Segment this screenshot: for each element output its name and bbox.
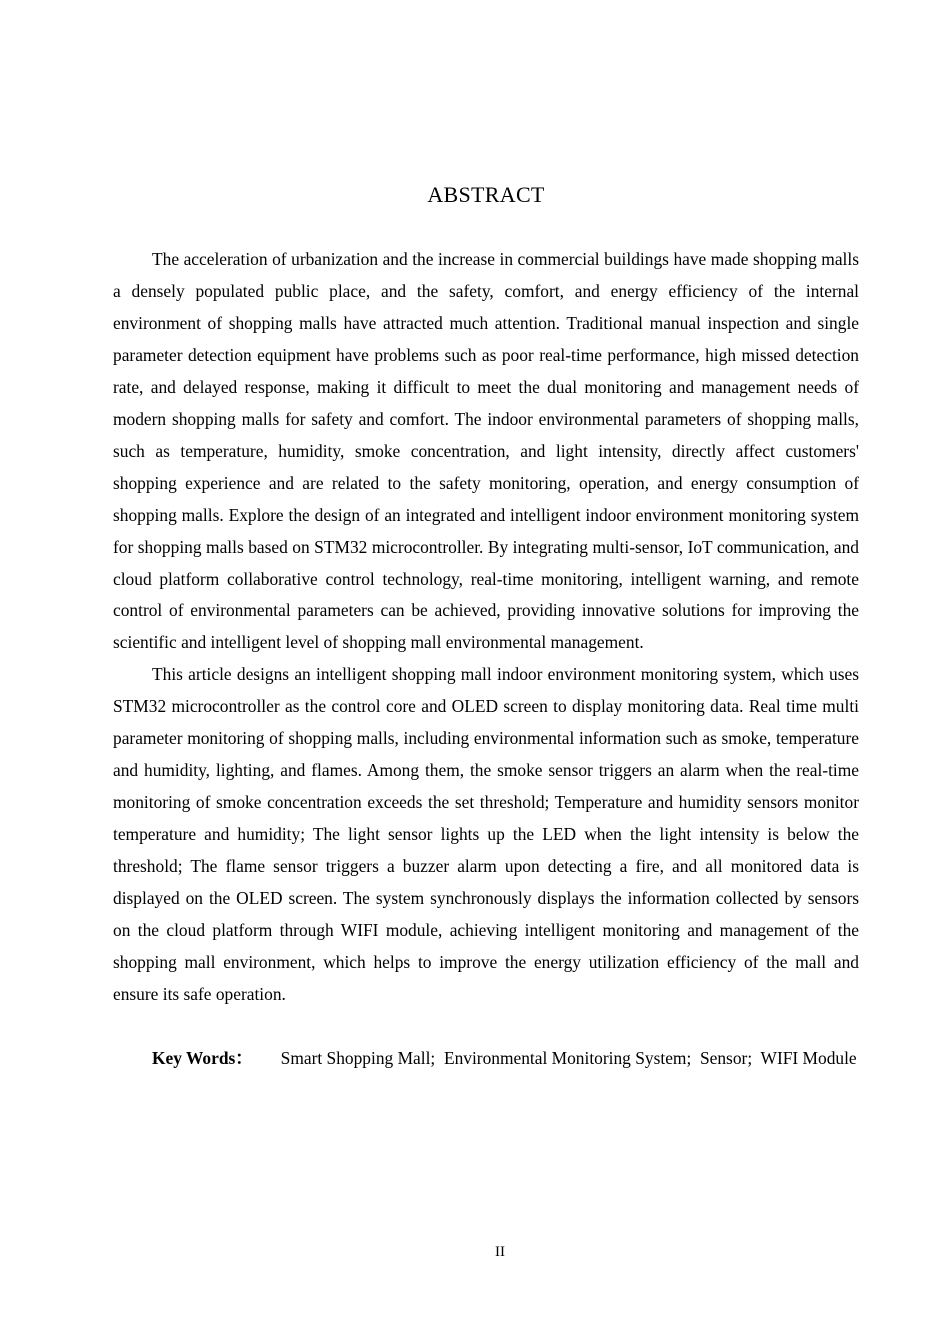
- keywords-label: Key Words：: [152, 1047, 253, 1068]
- abstract-paragraph-1: The acceleration of urbanization and the increase in commercial buildings have made shopping malls a densely populated public place, and the safety, comfort, and energy efficiency of the internal environment of shopping malls have attracted much attention. Traditional manual inspection and single parameter detection equipment have problems such as poor real-time performance, high missed detection rate, and delayed response, making it difficult to meet the dual monitoring and management needs of modern shopping malls for safety and comfort. The indoor environmental parameters of shopping malls, such as temperature, humidity, smoke concentration, and light intensity, directly affect customers' shopping experience and are related to the safety monitoring, operation, and energy consumption of shopping malls. Explore the design of an integrated and intelligent indoor environment monitoring system for shopping malls based on STM32 microcontroller. By integrating multi-sensor, IoT communication, and cloud platform collaborative control technology, real-time monitoring, intelligent warning, and remote control of environmental parameters can be achieved, providing innovative solutions for improving the scientific and intelligent level of shopping mall environmental management.: [113, 249, 859, 653]
- keyword-separator: ;: [686, 1047, 700, 1068]
- abstract-title: ABSTRACT: [427, 182, 545, 207]
- keywords-line: [113, 1043, 859, 1075]
- abstract-body: [113, 244, 859, 1075]
- page-number: II: [495, 1244, 505, 1260]
- keyword-separator: ;: [430, 1047, 444, 1068]
- keyword-item: Smart Shopping Mall: [280, 1047, 431, 1068]
- keyword-item: Sensor: [699, 1047, 748, 1068]
- keyword-separator: ;: [747, 1047, 761, 1068]
- keyword-item: Environmental Monitoring System: [443, 1047, 687, 1068]
- abstract-paragraph-2: This article designs an intelligent shopping mall indoor environment monitoring system, which uses STM32 microcontroller as the control core and OLED screen to display monitoring data. Real time multi parameter monitoring of shopping malls, including environmental information such as smoke, temperature and humidity, lighting, and flames. Among them, the smoke sensor triggers an alarm when the real-time monitoring of smoke concentration exceeds the set threshold; Temperature and humidity sensors monitor temperature and humidity; The light sensor lights up the LED when the light intensity is below the threshold; The flame sensor triggers a buzzer alarm upon detecting a fire, and all monitored data is displayed on the OLED screen. The system synchronously displays the information collected by sensors on the cloud platform through WIFI module, achieving intelligent monitoring and management of the shopping mall environment, which helps to improve the energy utilization efficiency of the mall and ensure its safe operation.: [113, 664, 859, 1004]
- keyword-item: WIFI Module: [760, 1047, 857, 1068]
